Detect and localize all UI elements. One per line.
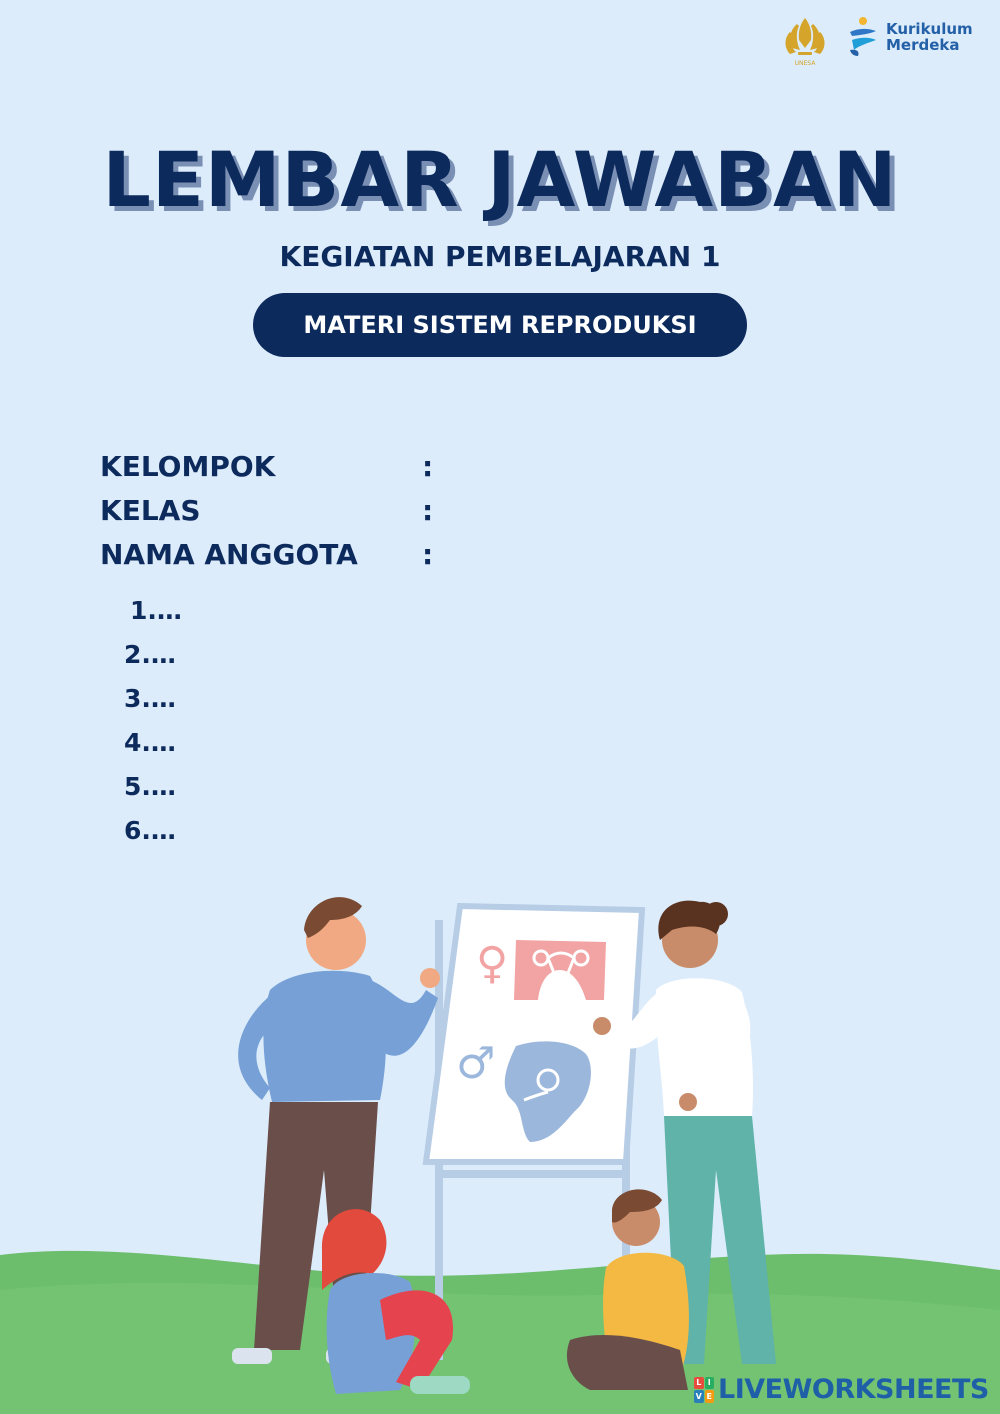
unesa-logo-icon <box>780 14 830 68</box>
liveworksheets-badge-icon <box>694 1377 714 1403</box>
member-item: 6.… <box>124 816 176 845</box>
badge-letter: L <box>694 1377 704 1390</box>
female-symbol-icon: ♀ <box>476 938 509 989</box>
badge-letter: I <box>705 1377 715 1390</box>
page-subtitle: KEGIATAN PEMBELAJARAN 1 <box>279 240 721 273</box>
field-label: KELOMPOK <box>100 450 276 483</box>
badge-letter: V <box>695 1391 702 1401</box>
member-item: 1.… <box>130 596 182 625</box>
field-colon: : <box>422 538 434 571</box>
member-item: 3.… <box>124 684 176 713</box>
page-title: LEMBAR JAWABAN <box>102 135 898 224</box>
classroom-illustration <box>0 870 1000 1414</box>
field-colon: : <box>422 450 434 483</box>
svg-text:UNESA: UNESA <box>794 60 816 67</box>
kurikulum-merdeka-icon <box>846 16 880 58</box>
member-item: 4.… <box>124 728 176 757</box>
male-symbol-icon: ♂ <box>456 1038 496 1089</box>
liveworksheets-watermark <box>694 1374 989 1405</box>
field-colon: : <box>422 494 434 527</box>
topic-badge: MATERI SISTEM REPRODUKSI <box>253 293 747 357</box>
kurikulum-merdeka-text <box>886 21 973 53</box>
member-item: 2.… <box>124 640 176 669</box>
member-item: 5.… <box>124 772 176 801</box>
badge-letter: E <box>705 1390 715 1403</box>
field-label: KELAS <box>100 494 201 527</box>
kurikulum-merdeka-logo <box>846 16 973 58</box>
merdeka-line: Merdeka <box>886 36 960 54</box>
field-label: NAMA ANGGOTA <box>100 538 358 571</box>
liveworksheets-text: LIVEWORKSHEETS <box>718 1374 989 1405</box>
kurikulum-line: Kurikulum <box>886 20 973 38</box>
